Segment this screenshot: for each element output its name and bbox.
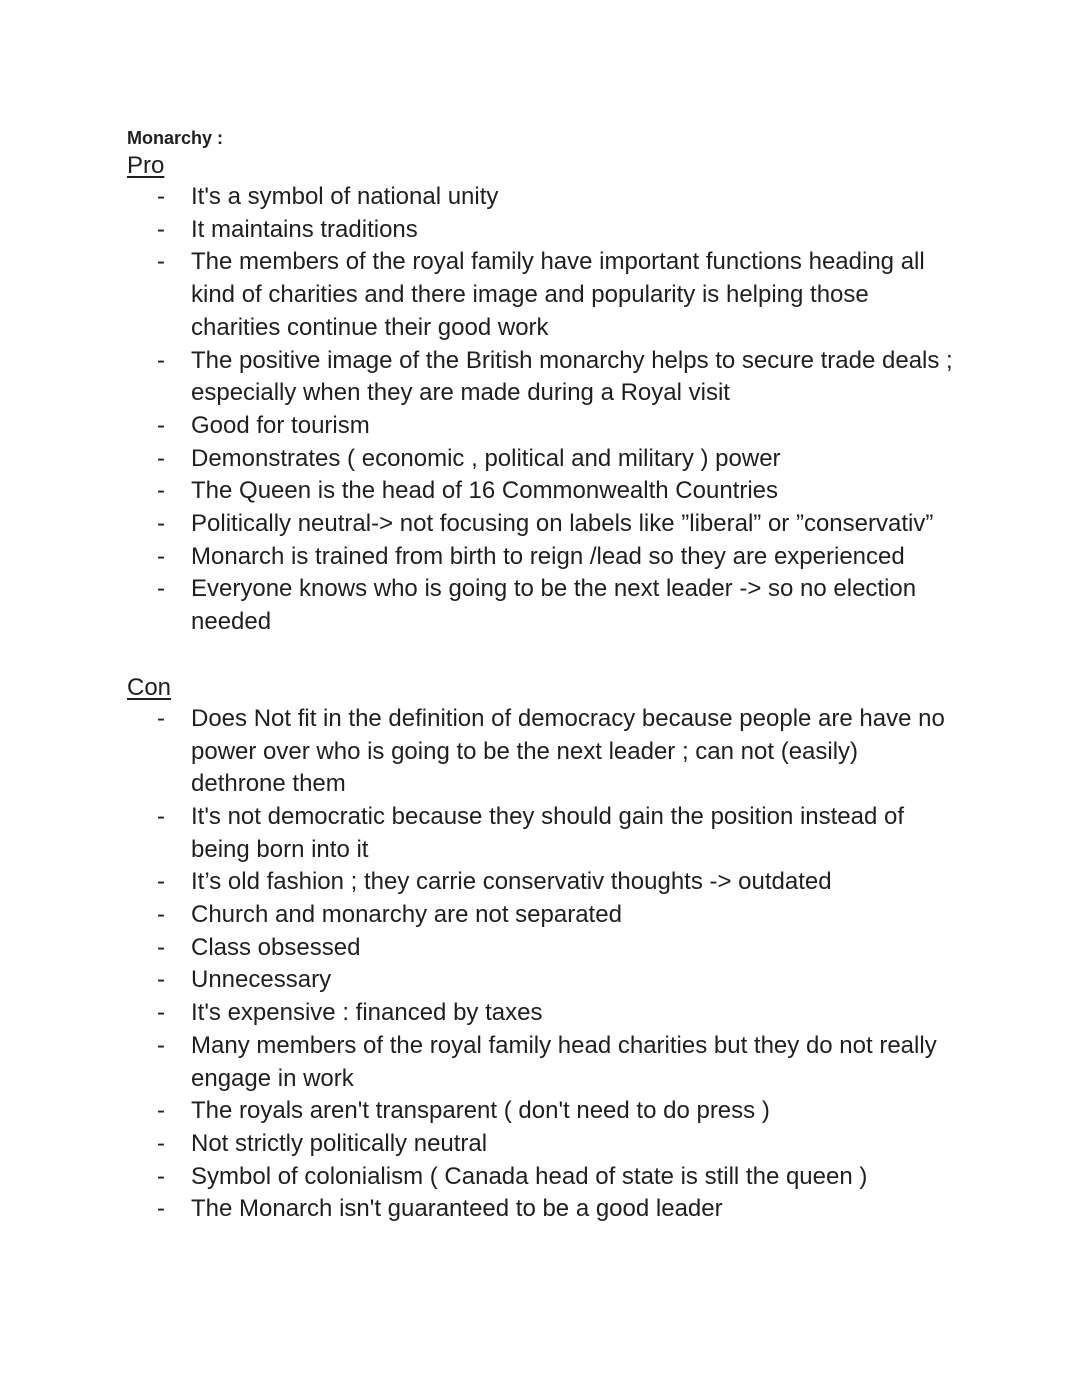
pro-heading: Pro <box>127 152 165 179</box>
list-item-text: It's expensive : financed by taxes <box>191 999 543 1027</box>
bullet-dash: - <box>157 510 165 538</box>
list-item-text: Church and monarchy are not separated <box>191 901 622 929</box>
bullet-dash: - <box>157 1195 165 1223</box>
list-item <box>127 997 957 1030</box>
bullet-dash: - <box>157 346 165 374</box>
list-item <box>127 475 957 508</box>
list-item <box>127 801 957 866</box>
bullet-dash: - <box>157 1097 165 1125</box>
list-item <box>127 899 957 932</box>
list-item-text: Does Not fit in the definition of democracy because people are have no power over who is going to be the next leader ; can not (easily) dethrone them <box>191 704 945 798</box>
list-item <box>127 410 957 443</box>
list-item <box>127 246 957 344</box>
bullet-dash: - <box>157 1031 165 1059</box>
bullet-dash: - <box>157 868 165 896</box>
bullet-dash: - <box>157 183 165 210</box>
list-item <box>127 932 957 965</box>
list-item-text: The royals aren't transparent ( don't need to do press ) <box>191 1097 770 1125</box>
list-item-text: Symbol of colonialism ( Canada head of state is still the queen ) <box>191 1162 868 1190</box>
list-item-text: It’s old fashion ; they carrie conservativ thoughts -> outdated <box>191 868 832 896</box>
list-item-text: It maintains traditions <box>191 215 418 243</box>
bullet-dash: - <box>157 901 165 929</box>
list-item <box>127 1161 957 1194</box>
list-item <box>127 541 957 574</box>
list-item-text: Not strictly politically neutral <box>191 1129 488 1157</box>
list-item-text: Many members of the royal family head charities but they do not really engage in work <box>191 1031 937 1092</box>
pro-list <box>127 181 957 639</box>
list-item-text: Demonstrates ( economic , political and military ) power <box>191 444 781 472</box>
list-item <box>127 1095 957 1128</box>
list-item <box>127 508 957 541</box>
bullet-dash: - <box>157 802 165 830</box>
bullet-dash: - <box>157 411 165 439</box>
list-item-text: It's a symbol of national unity <box>191 183 499 210</box>
bullet-dash: - <box>157 542 165 570</box>
con-heading: Con <box>127 673 172 701</box>
section-spacer <box>127 639 957 673</box>
list-item <box>127 1030 957 1095</box>
list-item <box>127 866 957 899</box>
bullet-dash: - <box>157 704 165 732</box>
list-item <box>127 1128 957 1161</box>
bullet-dash: - <box>157 999 165 1027</box>
list-item-text: Class obsessed <box>191 933 361 961</box>
list-item-text: Unnecessary <box>191 966 332 994</box>
bullet-dash: - <box>157 1129 165 1157</box>
bullet-dash: - <box>157 1162 165 1190</box>
bullet-dash: - <box>157 575 165 603</box>
bullet-dash: - <box>157 933 165 961</box>
con-list <box>127 703 957 1226</box>
list-item-text: Politically neutral-> not focusing on labels like ”liberal” or ”conservativ” <box>191 510 934 538</box>
list-item-text: The members of the royal family have important functions heading all kind of charities and there image and popularity is helping those charities continue their good work <box>191 248 925 341</box>
list-item <box>127 214 957 247</box>
list-item <box>127 181 957 214</box>
list-item <box>127 345 957 410</box>
list-item-text: The Monarch isn't guaranteed to be a good leader <box>191 1195 723 1223</box>
bullet-dash: - <box>157 444 165 472</box>
list-item <box>127 443 957 476</box>
bullet-dash: - <box>157 477 165 505</box>
list-item-text: Everyone knows who is going to be the next leader -> so no election needed <box>191 575 917 636</box>
document-title: Monarchy : <box>127 128 224 148</box>
bullet-dash: - <box>157 966 165 994</box>
list-item <box>127 573 957 638</box>
list-item-text: Monarch is trained from birth to reign /lead so they are experienced <box>191 542 905 570</box>
list-item-text: It's not democratic because they should gain the position instead of being born into it <box>191 802 905 863</box>
list-item-text: The positive image of the British monarchy helps to secure trade deals ; especially when they are made during a Royal visit <box>191 346 953 407</box>
list-item-text: The Queen is the head of 16 Commonwealth Countries <box>191 477 779 505</box>
bullet-dash: - <box>157 248 165 276</box>
list-item <box>127 1193 957 1226</box>
list-item <box>127 964 957 997</box>
bullet-dash: - <box>157 215 165 243</box>
list-item <box>127 703 957 801</box>
list-item-text: Good for tourism <box>191 411 370 439</box>
document-page <box>127 127 957 1226</box>
